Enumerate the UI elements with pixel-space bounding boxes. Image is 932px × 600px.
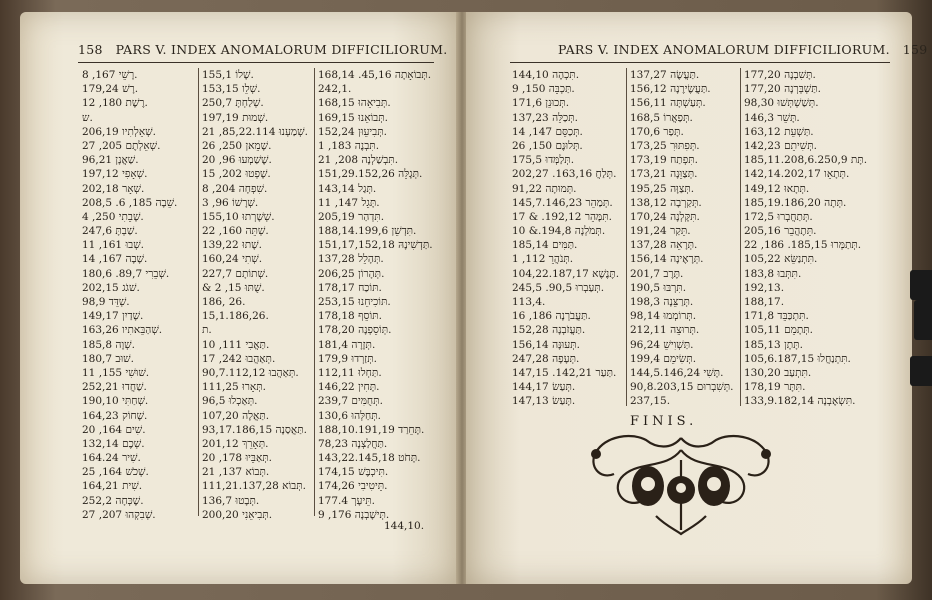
index-entry: תִּרְבּוּ 190,5. <box>630 281 687 294</box>
index-entry: 15,1.186,26. <box>202 310 269 323</box>
index-entry: תָּת 185,11.208,6.250,9. <box>744 154 868 167</box>
index-entry: תְּתָמֵם 105,11. <box>744 324 814 337</box>
index-entry: שָׁתוּ 139,22. <box>202 239 262 252</box>
index-entry: שְׁכֹשׁ 164, 25. <box>82 466 149 479</box>
index-entry: שְׁשָׁרְתוּ 155,10. <box>202 210 275 223</box>
index-entry: תַּדְשִׁינָהּ 151,17,152,18. <box>318 239 433 252</box>
index-entry: שְׁדֵּד 98,9. <box>82 296 130 308</box>
column-divider <box>198 68 199 516</box>
index-entry: תֶּרֶב 201,7. <box>630 267 684 280</box>
index-entry: שְׁבֵרִי 89,7. 180,6. <box>82 267 170 280</box>
index-entry: תּוֹסֵף 178,18. <box>318 310 382 323</box>
index-entry: תְּשִׁיתֵם 142,23. <box>744 139 817 152</box>
index-entry: תְּלוּנֶם 150, 26. <box>512 139 583 152</box>
index-entry: שַׁאֲנָן 96,21. <box>82 154 139 167</box>
index-entry: תְּעַשׂ 144,17. <box>512 381 576 394</box>
index-entry: תְּתַמְּרוּ 185,15. 186, 22. <box>744 239 862 252</box>
index-entry: תְּעוּנָּה 156,14. <box>512 338 580 351</box>
index-entry: תְּרָאֵה 137,28. <box>630 239 698 252</box>
floral-ornament-icon <box>576 430 786 540</box>
index-entry: תָּחֵרַד 188,10.191,19. <box>318 423 425 436</box>
index-entry: תְּזָרָה 181,4. <box>318 338 376 351</box>
index-entry: תַּשְׁעֵת 163,12. <box>744 125 814 138</box>
index-entry: תּוֹכִיחֵנוּ 253,15. <box>318 296 391 308</box>
index-entry: תְּבוֹאֵנוּ 169,15. <box>318 111 388 124</box>
index-entry: תִּתְנַחֲלוּ 105,6.187,15. <box>744 352 851 365</box>
index-entry: תִּתְנַשֵּׂא 105,22. <box>744 253 818 266</box>
index-entry: שְׁלַחְתָּ 250,7. <box>202 97 264 110</box>
index-entry: שִׁים 164, 20. <box>82 423 146 436</box>
right-column-3 <box>744 68 867 409</box>
index-entry: תָּשִׁבְנָה 177,20. <box>744 69 816 81</box>
index-entry: תָּחִין 146,22. <box>318 381 380 394</box>
left-page <box>20 12 458 584</box>
index-entry: תִּיכְבֶּשׁ 174,15. <box>318 466 389 479</box>
index-entry: 113,4. <box>512 296 546 308</box>
index-entry: תְּתָה 185,19.186,20. <box>744 196 847 209</box>
index-entry: תָּעַשׂ 147,13. <box>512 395 576 408</box>
index-entry: תַּעֲבֹרְנָה 186, 16. <box>512 310 591 323</box>
index-entry: שָׁמֵאן 250, 26. <box>202 139 272 152</box>
index-entry: תְּפַאֲרוֹ 168,5. <box>630 111 693 124</box>
index-entry: תֵּקַר 191,24. <box>630 225 691 238</box>
index-entry: תְּגַל 143,14. <box>318 182 377 195</box>
index-entry: תַּחֲלַצְנָה 78,23. <box>318 437 388 450</box>
index-entry: תְּמֹלְנָה 194,8.& 10. <box>512 225 606 238</box>
index-entry: תְּכַלֵּה 137,23. <box>512 111 578 124</box>
index-entry: שִׁפְחָה 204, 8. <box>202 182 268 195</box>
column-divider <box>740 68 741 406</box>
index-entry: תֵּיעָרְ 177.4. <box>318 494 376 507</box>
index-entry: תּוֹכַח 178,17. <box>318 281 382 294</box>
index-entry: תַּשְׁוִישֵׁ 96,24. <box>630 338 694 351</box>
index-entry: תְּבִיעֵוּן 152,24. <box>318 125 387 138</box>
index-entry: תִּפְתַח 173,19. <box>630 154 698 167</box>
index-entry: תְּרַצֵּנָה 198,3. <box>630 296 694 308</box>
index-entry: תְּנֹהֲרֵ 112, 1. <box>512 253 574 266</box>
index-entry: תָּגֵל 147, 11. <box>318 196 380 209</box>
index-entry: תִּתְּבוּ 183,8. <box>744 267 802 280</box>
index-entry: 242,1. <box>318 83 352 96</box>
index-entry: תַּאֲבִי 111, 10. <box>202 338 270 351</box>
index-entry: תֵּיטִיבִי 174,26. <box>318 480 388 493</box>
index-entry: תְּשִׁבְרוּם 90,8.203,15. <box>630 381 734 394</box>
index-entry: שְׁאֵלְתִיו 206,19. <box>82 125 156 138</box>
index-entry: שְׁלֵו 153,15. <box>202 83 261 96</box>
index-entry: תְּבִיאֵנִי 200,20. <box>202 508 273 521</box>
index-entry: תַּחְלוּ 112,11. <box>318 366 382 379</box>
index-entry: שְׁוָה 185,8. <box>82 338 135 351</box>
index-entry: שֶׁכְּחָה 252,2. <box>82 494 144 507</box>
index-entry: תִּתְכַּבֵּד 171,8. <box>744 310 809 323</box>
index-entry: תְּכַסֵּם 147, 14. <box>512 125 583 138</box>
column-divider <box>314 68 315 516</box>
index-entry: תְּאַהֲבוּ 90,7.112,12. <box>202 366 299 379</box>
index-entry: תְּבָטוּ 136,7. <box>202 494 260 507</box>
index-entry: תַּעֲזֹבְנָה 152,28. <box>512 324 586 337</box>
index-entry: שְׁאָפִי 197,12. <box>82 168 148 181</box>
index-entry: תְּשִׂימֵם 199,4. <box>630 352 697 365</box>
index-entry: שָׁלוֹ 155,1. <box>202 69 254 81</box>
index-entry: שֶׁשַׁמְעוּ 96, 20. <box>202 154 272 167</box>
index-entry: תְּגָלֵּה 151,29.152,26. <box>318 168 423 181</box>
index-entry: שׁוּב 180,7. <box>82 352 134 365</box>
index-entry: תָּפַר 170,6. <box>630 125 684 138</box>
index-entry: תְּהָרוֹן 206,25. <box>318 267 385 280</box>
index-entry: תִּדְהַר 205,19. <box>318 210 385 223</box>
index-entry: תְּמוּתָה 91,22. <box>512 182 577 195</box>
index-entry: תְּלַמְּדוּ 175,5. <box>512 154 575 167</box>
right-header-rule <box>510 62 890 63</box>
index-entry: תְּתָאוּ 149,12. <box>744 182 810 195</box>
index-entry: תָּחֹט 143,22.145,18. <box>318 452 421 465</box>
index-entry: תְּרוֹמְמוּ 98,14. <box>630 310 697 323</box>
index-entry: תַּכְבֵּה 150, 9. <box>512 83 575 96</box>
right-column-1 <box>512 68 619 409</box>
index-entry: תְּבוֹא 111,21.137,28. <box>202 480 306 493</box>
index-entry: תַּשְׁבְּרְנָה 177,20. <box>744 83 821 96</box>
index-entry: שִׁית 164,21. <box>82 480 143 493</box>
index-entry: תְּשַׁשְׁתְּשׁוּ 98,30. <box>744 97 819 110</box>
index-entry: 186, 26. <box>202 296 246 308</box>
finis-text: FINIS. <box>630 414 698 429</box>
right-running-head <box>558 42 927 57</box>
index-entry: תִּמָּהֵר 192,12. & 17. <box>512 210 612 223</box>
index-entry: שׁגֹג 202,15. <box>82 281 140 294</box>
index-entry: תֶּנֶשֶׁא 104,22.187,17. <box>512 267 620 280</box>
right-page <box>466 12 928 584</box>
index-entry: תַּאֲסַנָה 93,17.186,15. <box>202 423 307 436</box>
index-entry: שָׁדַיִן 149,17. <box>82 310 144 323</box>
index-entry: תְּאָרוּ 111,25. <box>202 381 266 394</box>
index-entry: תְּתַחֲבְרוּ 172,5. <box>744 210 813 223</box>
index-entry: תְּאַבֵּיוּ 178, 20. <box>202 452 272 465</box>
index-entry: ת. <box>202 324 212 337</box>
right-running-title: PARS V. INDEX ANOMALORUM DIFFICILIORUM. <box>558 42 890 57</box>
left-running-head <box>78 42 447 57</box>
index-entry: תַּמִּים 185,14. <box>512 239 578 252</box>
index-entry: שָׁחוֹק 164,23. <box>82 409 148 422</box>
index-entry: תִּבְשַׁלְנָה 208, 21. <box>318 154 399 167</box>
index-entry: תֵּתֶהֲבֵר 205,16. <box>744 225 817 238</box>
index-entry: תְּזַרְדוּ 179,9. <box>318 352 377 365</box>
catchword: 144,10. <box>384 520 425 532</box>
index-entry: שְׁרָשׁוֹ 96, 3. <box>202 196 259 209</box>
index-entry: תְּחַלְּהוּ 130,6. <box>318 409 381 422</box>
index-entry: שִׁיר 164.24. <box>82 452 141 465</box>
index-entry: שַׁבְתָּ 247,6. <box>82 225 138 238</box>
index-entry: תִּכְהֶה 144,10. <box>512 69 580 81</box>
index-entry: שְׁכֶם 132,14. <box>82 437 145 450</box>
left-page-number: 158 <box>78 42 103 57</box>
index-entry: שְׁמוּת 197,19. <box>202 111 269 124</box>
index-entry: שְׁתוֹתָם 227,7. <box>202 267 269 280</box>
index-entry: שַׁחֲדוּ 252,21. <box>82 381 147 394</box>
index-entry: תְּרָאֶינָה 156,14. <box>630 253 704 266</box>
index-entry: תִּשְׂאֶבְנָה 133,9.182,14. <box>744 395 856 408</box>
index-entry: תַּעֲשֶׂירֶנָה 156,12. <box>630 83 711 96</box>
index-entry: תְּאַכְלוּ 96,5. <box>202 395 258 408</box>
index-entry: תְּמַהֵר 145,7.146,23. <box>512 196 613 209</box>
binder-clip <box>914 300 932 340</box>
index-entry: תְּרוּצֵה 212,11. <box>630 324 700 337</box>
index-entry: תִּתְעַב 130,20. <box>744 366 812 379</box>
index-entry: שָׁפְטוּ 202, 15. <box>202 168 271 181</box>
index-entry: שְׁחַתִּי 190,10. <box>82 395 149 408</box>
index-entry: שָׁבָה 167, 14. <box>82 253 148 266</box>
index-entry: תְּהָלֵל 137,28. <box>318 253 384 266</box>
left-running-title: PARS V. INDEX ANOMALORUM DIFFICILIORUM. <box>115 42 448 57</box>
index-entry: תְּאָרֵךְ 201,12. <box>202 437 269 450</box>
index-entry: תִּתָּר 178,19. <box>744 381 806 394</box>
index-entry: רֶשֶׁת 180, 12. <box>82 97 148 110</box>
index-entry: תְּפִתּוּרִ 173,25. <box>630 139 700 152</box>
index-entry: תְּישָׁבְנָה 176, 9. <box>318 508 390 521</box>
left-column-1 <box>82 68 177 522</box>
index-entry: שְׁאָר 202,18. <box>82 182 145 195</box>
binder-clip <box>910 270 932 300</box>
index-entry: תְּעַבְרוּ 90,5. 245,5. <box>512 281 605 294</box>
index-entry: תְּלַחֲ 163,16. 202,27. <box>512 168 617 181</box>
index-entry: תַּאֲלָה 107,20. <box>202 409 270 422</box>
index-entry: רָשׁ 179,24. <box>82 83 139 96</box>
index-entry: תִּבְנֶה 183, 1. <box>318 139 380 152</box>
index-entry: תָּשֵׁר 146,3. <box>744 111 800 124</box>
index-entry: תְּחֻמִּים 239,7. <box>318 395 383 408</box>
index-entry: תָּשִׁי 144,5.146,24. <box>630 366 724 379</box>
right-page-number: 159 <box>902 42 928 57</box>
index-entry: שְׁהַבֵּאתִיו 163,26. <box>82 324 163 337</box>
index-entry: & שֻׁתּוּ 15, 2. <box>202 281 265 294</box>
index-entry: ש. <box>82 111 93 124</box>
index-entry: תַּעֲשֶׂה 137,27. <box>630 69 700 81</box>
index-entry: שְׁאֵלְתֶם 205, 27. <box>82 139 161 152</box>
index-entry: שְׁמַעְנוּ 85,22.114, 21. <box>202 125 308 138</box>
index-entry: שֵׁבָה 185, 6. 208,5. <box>82 196 178 209</box>
index-entry: תְּבִיאֵהוּ 168,15. <box>318 97 391 110</box>
index-entry: תְּתָאֵו 142,14.202,17. <box>744 168 850 181</box>
left-header-rule <box>78 62 434 63</box>
index-entry: תְּבוֹא 137, 21. <box>202 466 270 479</box>
index-entry: שׁוּשִׁי 155, 11. <box>82 366 150 379</box>
index-entry: תְּכוּנֵן 171,6. <box>512 97 570 110</box>
left-column-3 <box>318 68 433 522</box>
index-entry: תְּוֹסֵפְנָה 178,20. <box>318 324 392 337</box>
index-entry: תְּבוֹאָתָה 45,16. 168,14. <box>318 69 432 81</box>
index-entry: תִּדְשֵׁן 188,14.199,6. <box>318 225 417 238</box>
index-entry: 237,15. <box>630 395 671 408</box>
index-entry: רָשֵׁי 167, 8. <box>82 69 138 81</box>
index-entry: תְּצַוָּה 195,25. <box>630 182 695 195</box>
index-entry: תִּקָּלְנָה 170,24. <box>630 210 700 223</box>
index-entry: תָּתָן 185,13. <box>744 338 803 351</box>
column-divider <box>626 68 627 406</box>
index-entry: תַּעַר 142,21. 147,15. <box>512 366 617 379</box>
index-entry: תְּאַהֲבוּ 242, 17. <box>202 352 276 365</box>
left-column-2 <box>202 68 308 522</box>
index-entry: שְׁבוּ 161, 11. <box>82 239 144 252</box>
right-column-2 <box>630 68 733 409</box>
index-entry: תְּעַשְׁתָּה 156,11. <box>630 97 706 110</box>
index-entry: 188,17. <box>744 296 785 308</box>
binder-clip <box>910 356 932 386</box>
index-entry: שְׁתִי 160,24. <box>202 253 263 266</box>
index-entry: תְּקַרְבָה 138,12. <box>630 196 702 209</box>
index-entry: תְּצַוֵּנָה 173,21. <box>630 168 698 181</box>
index-entry: שָׁבֵתִי 250, 4. <box>82 210 144 223</box>
index-entry: תְּעָפָה 247,28. <box>512 352 580 365</box>
index-entry: 192,13. <box>744 281 785 294</box>
index-entry: שְׁתֵּה 160, 22. <box>202 225 269 238</box>
index-entry: שְׁבִקְהוּ 207, 27. <box>82 508 156 521</box>
